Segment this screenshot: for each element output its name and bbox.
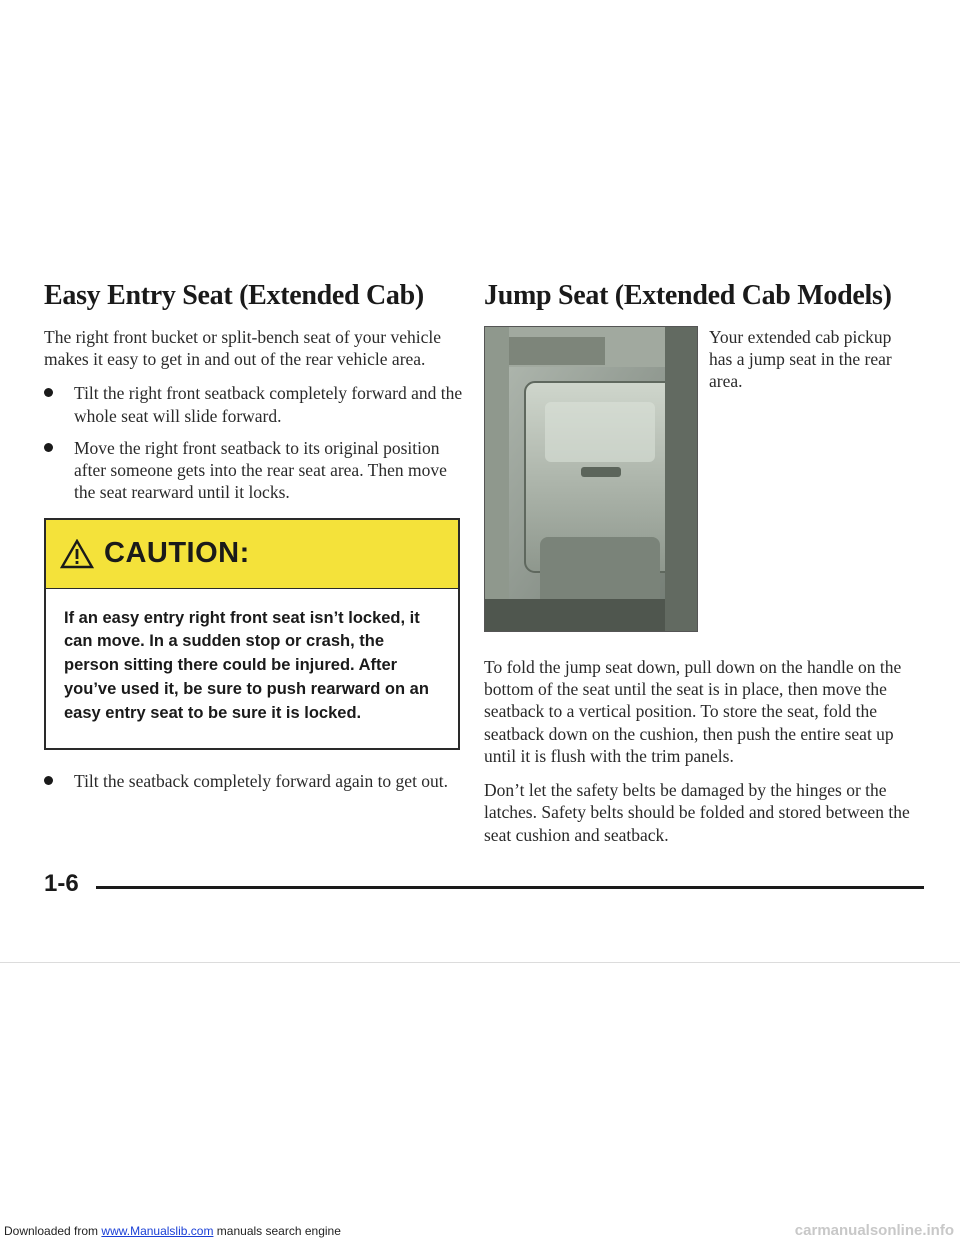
bullet-text: Move the right front seatback to its original position after someone gets into the rear seat area. Then move the seat rearward until it locks. [74,437,447,503]
warning-triangle-icon [60,539,94,569]
list-item [44,770,464,792]
list-item [44,437,464,504]
download-notice [4,1224,341,1238]
easy-entry-intro: The right front bucket or split-bench seat of your vehicle makes it easy to get in and out of the rear vehicle area. [44,327,442,370]
watermark-text: carmanualsonline.info [794,1222,954,1239]
photo-caption: Your extended cab pickup has a jump seat in the rear area. [709,327,892,392]
caution-text: If an easy entry right front seat isn’t locked, it can move. In a sudden stop or crash, the person sitting there could be injured. After you’ve used it, be sure to push rearward on an easy entry seat to be sure it is locked. [64,608,429,723]
caution-header [46,520,458,589]
section-title-jump-seat: Jump Seat (Extended Cab Models) [484,280,892,311]
section-title-easy-entry: Easy Entry Seat (Extended Cab) [44,280,424,311]
bullet-text: Tilt the seatback completely forward again to get out. [74,771,449,792]
list-item [44,382,464,426]
bullet-icon [44,443,53,452]
page-footer [44,870,924,910]
photo-row [484,326,914,636]
footer-divider [96,886,924,889]
left-column [44,280,464,804]
download-suffix: manuals search engine [216,1224,341,1238]
easy-entry-bullets [44,382,464,503]
download-prefix: Downloaded from [4,1224,99,1238]
bullet-icon [44,776,53,785]
right-column [484,280,914,858]
easy-entry-after-bullets [44,770,464,792]
page-edge-divider [0,962,960,963]
jump-seat-paragraph-2: Don’t let the safety belts be damaged by the hinges or the latches. Safety belts should be folded and stored between the seat cushion and seatback. [484,780,910,845]
bullet-text: Tilt the right front seatback completely forward and the whole seat will slide forward. [74,383,463,426]
bullet-icon [44,388,53,397]
jump-seat-photo [484,326,698,632]
caution-label: CAUTION: [104,537,250,570]
manualslib-link[interactable]: www.Manualslib.com [101,1224,214,1238]
page-number: 1-6 [44,870,79,897]
jump-seat-paragraph-1: To fold the jump seat down, pull down on the handle on the bottom of the seat until the seat is in place, then move the seatback to a vertical position. To store the seat, fold the seatback down on the cushion, then push the entire seat up until it is flush with the trim panels. [484,657,902,766]
caution-box [44,518,460,751]
